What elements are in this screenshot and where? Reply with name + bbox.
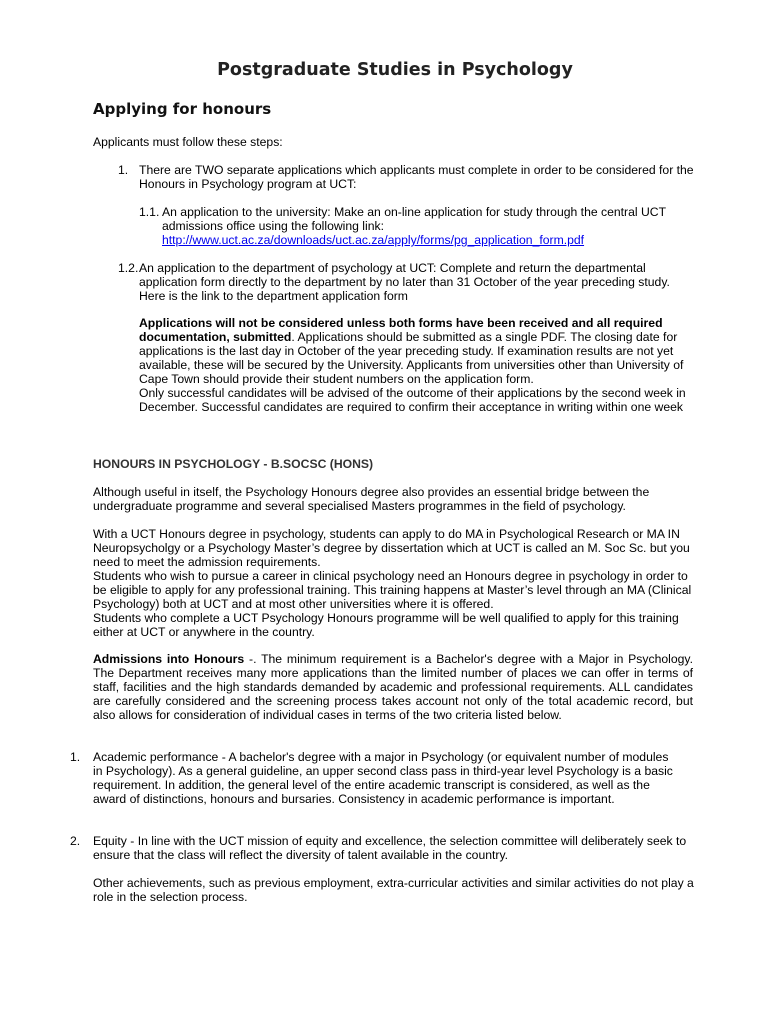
- section-title-honours: HONOURS IN PSYCHOLOGY - B.SOCSC (HONS): [93, 457, 374, 471]
- admissions-bold: Admissions into Honours: [93, 652, 245, 666]
- para-other: Other achievements, such as previous employment, extra-curricular activities and similar activities do not play a role in the selection process.: [93, 876, 694, 904]
- para-bridge: Although useful in itself, the Psychology Honours degree also provides an essential bridge between the undergraduate programme and several specialised Masters programmes in the field of psychology.: [93, 485, 650, 513]
- admissions-body: -. The minimum requirement is a Bachelor's degree with a Major in Psychology. The Department receives many more applications than the limited number of places we can offer in terms of staff, facilities and the high standards demanded by academic and professional requirements. ALL candidates are carefully considered and the screening process takes account not only of the total academic record, but also allows for consideration of individual cases in terms of the two criteria listed below.: [93, 652, 693, 722]
- step-1-2-text: An application to the department of psychology at UCT: Complete and return the departmental application form directly to the department by no later than 31 October of the year preceding study. Here is the link to the department application form: [139, 261, 670, 303]
- step-1-1-number: 1.1.: [139, 205, 160, 219]
- criterion-2-text: Equity - In line with the UCT mission of equity and excellence, the selection committee will deliberately seek to ensure that the class will reflect the diversity of talent available in the country.: [93, 834, 687, 862]
- criterion-1-number: 1.: [70, 750, 81, 764]
- para-admissions: [93, 652, 693, 722]
- step-1-number: 1.: [118, 163, 129, 177]
- intro-text: Applicants must follow these steps:: [93, 135, 283, 149]
- step-1-1-body: An application to the university: Make an on-line application for study through the central UCT admissions office using the following link:: [162, 205, 666, 233]
- para-clinical: Students who wish to pursue a career in clinical psychology need an Honours degree in psychology in order to be eligible to apply for any professional training. This training happens at Master’s level through an MA (Clinical Psychology) both at UCT and at most other universities where it is offered.: [93, 569, 692, 611]
- section-heading-applying: Applying for honours: [93, 100, 272, 118]
- page-title: Postgraduate Studies in Psychology: [217, 60, 573, 80]
- notice-outcome: Only successful candidates will be advised of the outcome of their applications by the second week in December. Successful candidates are required to confirm their acceptance in writing within one week: [139, 386, 686, 414]
- step-1-text: There are TWO separate applications which applicants must complete in order to be considered for the Honours in Psychology program at UCT:: [139, 163, 694, 191]
- para-career: [93, 527, 693, 639]
- criterion-2-number: 2.: [70, 834, 81, 848]
- para-ma: With a UCT Honours degree in psychology, students can apply to do MA in Psychological Research or MA IN Neuropsycholgy or a Psychology Master’s degree by dissertation which at UCT is called an M. Soc Sc. but you need to meet the admission requirements.: [93, 527, 690, 569]
- notice-bold: Applications will not be considered unless both forms have been received and all required documentation, submitted: [139, 316, 663, 344]
- application-notice: [139, 316, 695, 414]
- step-1-2-number: 1.2.: [118, 261, 139, 275]
- criterion-1-text: Academic performance - A bachelor's degree with a major in Psychology (or equivalent number of modules in Psychology). As a general guideline, an upper second class pass in third-year level Psychology is a basic requirement. In addition, the general level of the entire academic transcript is considered, as well as the award of distinctions, honours and bursaries. Consistency in academic performance is important.: [93, 750, 673, 806]
- para-qualified: Students who complete a UCT Psychology Honours programme will be well qualified to apply for this training either at UCT or anywhere in the country.: [93, 611, 679, 639]
- university-application-link[interactable]: http://www.uct.ac.za/downloads/uct.ac.za/apply/forms/pg_application_form.pdf: [162, 233, 585, 247]
- step-1-1-text: [162, 205, 682, 247]
- notice-body: . Applications should be submitted as a single PDF. The closing date for applications is the last day in October of the year preceding study. If examination results are not yet available, these will be secured by the University. Applicants from universities other than University of Cape Town should provide their student numbers on the application form.: [139, 330, 684, 386]
